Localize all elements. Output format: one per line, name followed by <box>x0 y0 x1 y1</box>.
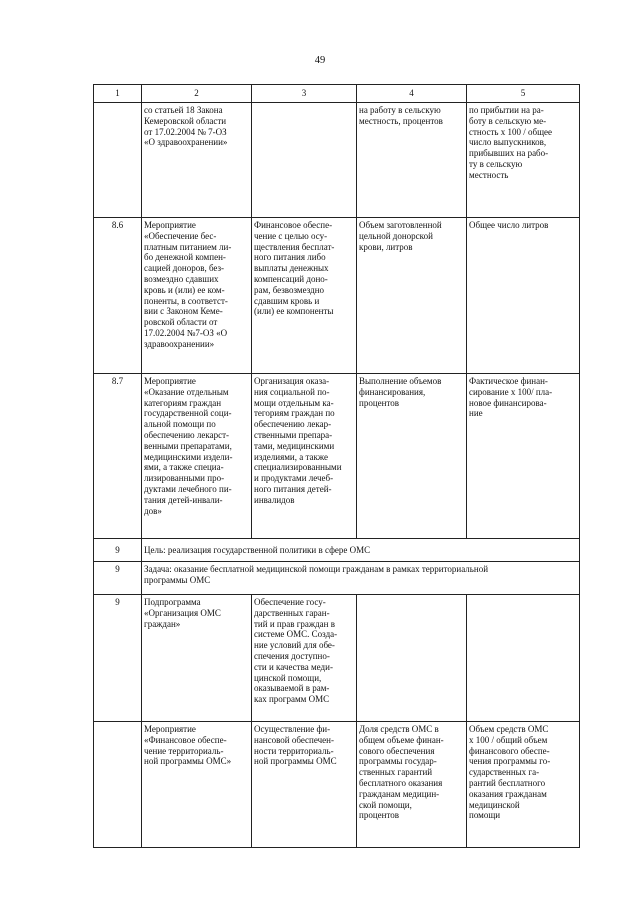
header-cell: 5 <box>467 85 580 103</box>
goal-row <box>94 539 580 562</box>
measure-name-cell: Подпрограмма «Организация ОМС граждан» <box>142 595 252 722</box>
goal-cell: Цель: реализация государственной политики в сфере ОМС <box>142 539 580 562</box>
row-number-cell: 9 <box>94 562 142 595</box>
indicator-formula-cell: Общее число литров <box>467 218 580 374</box>
indicator-formula-cell: по прибытии на ра- боту в сельскую ме- стность х 100 / общее число выпускников, прибывших на рабо- ту в сельскую местность <box>467 103 580 218</box>
measure-goal-cell: Осуществление фи- нансовой обеспечен- ности территориаль- ной программы ОМС <box>252 722 357 848</box>
indicator-formula-cell <box>467 595 580 722</box>
header-cell: 1 <box>94 85 142 103</box>
measure-name-cell: Мероприятие «Оказание отдельным категориям граждан государственной соци- альной помощи по обеспечению лекарст- венными препаратами, медицинскими издели- ями, а также специа- лизированными про- дуктами лечебного пи- тания детей-инвали- дов» <box>142 374 252 539</box>
task-cell: Задача: оказание бесплатной медицинской помощи гражданам в рамках территориальной программы ОМС <box>142 562 580 595</box>
indicator-name-cell: Доля средств ОМС в общем объеме финан- сового обеспечения программы государ- ственных гарантий бесплатного оказания гражданам медицин- ской помощи, процентов <box>357 722 467 848</box>
table-row <box>94 218 580 374</box>
measure-goal-cell <box>252 103 357 218</box>
row-number-cell: 8.6 <box>94 218 142 374</box>
program-indicators-table <box>93 84 580 848</box>
table-row <box>94 374 580 539</box>
indicator-formula-cell: Объем средств ОМС х 100 / общий объем финансового обеспе- чения программы го- сударственных га- рантий бесплатного оказания гражданам медицинской помощи <box>467 722 580 848</box>
measure-goal-cell: Обеспечение госу- дарственных гаран- тий и прав граждан в системе ОМС. Созда- ние условий для обе- спечения доступно- сти и качества меди- цинской помощи, оказываемой в рам- ках программ ОМС <box>252 595 357 722</box>
page-number: 49 <box>314 55 326 66</box>
indicator-name-cell <box>357 595 467 722</box>
header-cell: 3 <box>252 85 357 103</box>
measure-goal-cell: Организация оказа- ния социальной по- мощи отдельным ка- тегориям граждан по обеспечению лекар- ственными препара- тами, медицинскими изделиями, а также специализированными и продуктами лечеб- ного питания детей- инвалидов <box>252 374 357 539</box>
table-row <box>94 595 580 722</box>
measure-name-cell: Мероприятие «Обеспечение бес- платным питанием ли- бо денежной компен- сацией доноров, без- возмездно сдавших кровь и (или) ее ком- поненты, в соответст- вии с Законом Кеме- ровской области от 17.02.2004 №7-ОЗ «О здравоохранении» <box>142 218 252 374</box>
indicator-name-cell: Объем заготовленной цельной донорской крови, литров <box>357 218 467 374</box>
header-cell: 2 <box>142 85 252 103</box>
table-row <box>94 722 580 848</box>
row-number-cell <box>94 722 142 848</box>
measure-name-cell: со статьей 18 Закона Кемеровской области от 17.02.2004 № 7-ОЗ «О здравоохранении» <box>142 103 252 218</box>
row-number-cell: 9 <box>94 595 142 722</box>
row-number-cell: 9 <box>94 539 142 562</box>
measure-goal-cell: Финансовое обеспе- чение с целью осу- ществления бесплат- ного питания либо выплаты денежных компенсаций доно- рам, безвозмездно сдавшим кровь и (или) ее компоненты <box>252 218 357 374</box>
row-number-cell <box>94 103 142 218</box>
indicator-name-cell: на работу в сельскую местность, процентов <box>357 103 467 218</box>
task-row <box>94 562 580 595</box>
indicator-formula-cell: Фактическое финан- сирование х 100/ пла- новое финансирова- ние <box>467 374 580 539</box>
table-row <box>94 103 580 218</box>
indicator-name-cell: Выполнение объемов финансирования, процентов <box>357 374 467 539</box>
row-number-cell: 8.7 <box>94 374 142 539</box>
measure-name-cell: Мероприятие «Финансовое обеспе- чение территориаль- ной программы ОМС» <box>142 722 252 848</box>
header-cell: 4 <box>357 85 467 103</box>
table-header-row <box>94 85 580 103</box>
